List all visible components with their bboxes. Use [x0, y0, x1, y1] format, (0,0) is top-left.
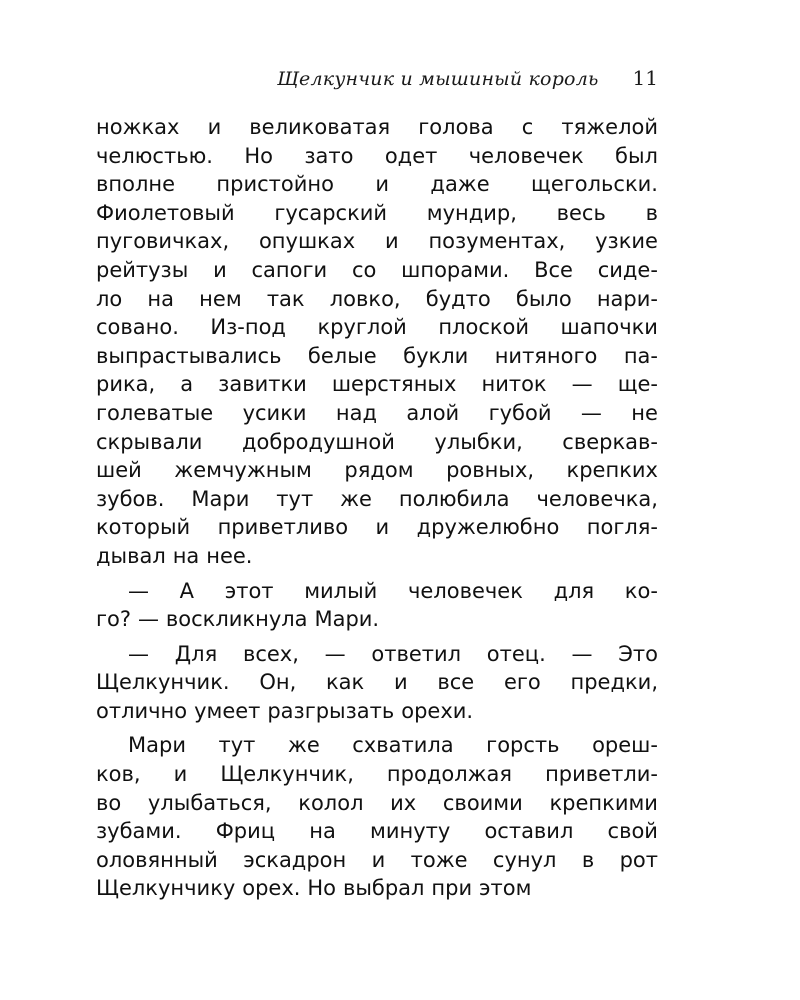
paragraph: [96, 731, 658, 903]
text-line: дывал на нее.: [96, 543, 253, 568]
text-line: челюстью. Но зато одет человечек был: [96, 143, 658, 168]
paragraph: [96, 640, 658, 726]
text-line: который приветливо и дружелюбно погля-: [96, 515, 658, 540]
text-line: Щелкунчик. Он, как и все его предки,: [96, 670, 658, 695]
text-line: ло на нем так ловко, будто было нари-: [96, 286, 658, 311]
text-line: отлично умеет разгрызать орехи.: [96, 698, 474, 723]
text-line: зубов. Мари тут же полюбила человечка,: [96, 486, 658, 511]
text-line: Мари тут же схватила горсть ореш-: [128, 733, 658, 758]
text-line: оловянный эскадрон и тоже сунул в рот: [96, 847, 658, 872]
text-line: ков, и Щелкунчик, продолжая приветли-: [96, 762, 658, 787]
text-line: рейтузы и сапоги со шпорами. Все сиде-: [96, 257, 658, 282]
page-number: 11: [632, 66, 658, 90]
text-line: Щелкунчику орех. Но выбрал при этом: [96, 876, 532, 901]
text-line: — Для всех, — ответил отец. — Это: [128, 641, 658, 666]
text-line: шей жемчужным рядом ровных, крепких: [96, 458, 658, 483]
text-line: — А этот милый человечек для ко-: [128, 578, 658, 603]
text-line: голеватые усики над алой губой — не: [96, 400, 658, 425]
body-text: [96, 113, 658, 903]
text-line: го? — воскликнула Мари.: [96, 607, 380, 632]
text-line: скрывали добродушной улыбки, сверкав-: [96, 429, 658, 454]
paragraph: [96, 577, 658, 634]
text-line: рика, а завитки шерстяных ниток — ще-: [96, 372, 658, 397]
text-line: пуговичках, опушках и позументах, узкие: [96, 229, 658, 254]
text-line: выпрастывались белые букли нитяного па-: [96, 343, 658, 368]
text-line: вполне пристойно и даже щегольски.: [96, 172, 658, 197]
text-line: ножках и великоватая голова с тяжелой: [96, 115, 658, 139]
paragraph: [96, 113, 658, 571]
text-line: совано. Из-под круглой плоской шапочки: [96, 315, 658, 340]
text-line: во улыбаться, колол их своими крепкими: [96, 790, 658, 815]
running-title: Щелкунчик и мышиный король: [277, 68, 599, 90]
running-header: [96, 66, 658, 90]
text-line: Фиолетовый гусарский мундир, весь в: [96, 200, 658, 225]
text-line: зубами. Фриц на минуту оставил свой: [96, 819, 658, 844]
